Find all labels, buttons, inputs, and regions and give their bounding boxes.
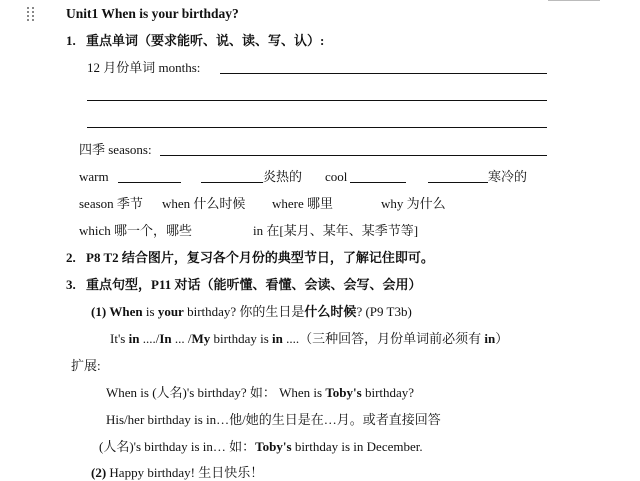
word-why: why 为什么 xyxy=(381,196,446,211)
unit-title: Unit1 When is your birthday? xyxy=(66,6,239,21)
section-2-text: P8 T2 结合图片，复习各个月份的典型节日，了解记住即可。 xyxy=(86,250,434,265)
question-1-number: (1) xyxy=(91,304,107,319)
ans-dots-2: ... / xyxy=(171,331,192,346)
q1-when: When xyxy=(109,304,143,319)
warm-blank xyxy=(118,182,181,183)
word-in: in 在[某月、某年、某季节等] xyxy=(253,223,419,238)
ex1-b: birthday? xyxy=(361,385,415,400)
expand-line-1 xyxy=(106,385,414,401)
ans-birthday: birthday is xyxy=(210,331,273,346)
ans-in-2: In xyxy=(159,331,172,346)
months-blank-3 xyxy=(87,127,547,128)
section-1-title: 重点单词（要求能听、说、读、写、认）: xyxy=(86,33,325,48)
question-1 xyxy=(91,304,412,320)
word-warm: warm xyxy=(79,169,109,184)
section-2-number: 2. xyxy=(66,250,76,265)
months-blank-2 xyxy=(87,100,547,101)
question-2-number: (2) xyxy=(91,465,107,480)
question-2-text: Happy birthday! 生日快乐！ xyxy=(109,465,264,480)
answer-patterns xyxy=(110,331,508,347)
expand-label: 扩展: xyxy=(71,358,101,373)
section-3-text: 重点句型，P11 对话（能听懂、看懂、会读、会写、会用） xyxy=(86,277,422,292)
q1-is: is xyxy=(142,304,158,319)
word-cold: 寒冷的 xyxy=(488,169,528,184)
q1-your: your xyxy=(157,304,184,319)
ans-note: ....（三种回答，月份单词前必须有 xyxy=(282,331,485,346)
section-3-number: 3. xyxy=(66,277,76,292)
ans-in-3: in xyxy=(272,331,283,346)
ans-close: ） xyxy=(495,331,509,346)
q1-birthday: birthday? 你的生日是 xyxy=(183,304,305,319)
question-2 xyxy=(91,465,263,481)
ans-my: My xyxy=(191,331,211,346)
cold-blank xyxy=(428,182,488,183)
months-blank-1 xyxy=(220,73,547,74)
ex3-toby: Toby's xyxy=(255,439,292,454)
ex1-toby: Toby's xyxy=(325,385,362,400)
page-top-border xyxy=(548,0,600,1)
ex3-b: birthday is in December. xyxy=(291,439,423,454)
seasons-label: 四季 seasons: xyxy=(79,142,152,157)
ans-its: It's xyxy=(110,331,129,346)
expand-line-2: His/her birthday is in…他/她的生日是在…月。或者直接回答 xyxy=(106,412,441,427)
ex1-a: When is (人名)'s birthday? 如： When is xyxy=(106,385,326,400)
drag-handle-icon[interactable] xyxy=(27,7,37,21)
ans-dots-1: ..../ xyxy=(139,331,160,346)
months-label: 12 月份单词 months: xyxy=(87,60,201,75)
cool-blank xyxy=(350,182,406,183)
word-where: where 哪里 xyxy=(272,196,334,211)
section-1-number: 1. xyxy=(66,33,76,48)
q1-ref: ? (P9 T3b) xyxy=(356,304,412,319)
word-hot: 炎热的 xyxy=(263,169,303,184)
seasons-blank xyxy=(160,155,547,156)
q1-what-time: 什么时候 xyxy=(304,304,357,319)
ans-in-4: in xyxy=(484,331,496,346)
word-when: when 什么时候 xyxy=(162,196,246,211)
word-which: which 哪一个，哪些 xyxy=(79,223,193,238)
hot-blank xyxy=(201,182,263,183)
ans-in-1: in xyxy=(128,331,140,346)
word-season: season 季节 xyxy=(79,196,143,211)
expand-line-3 xyxy=(99,439,423,455)
word-cool: cool xyxy=(325,169,348,184)
ex3-a: (人名)'s birthday is in… 如： xyxy=(99,439,256,454)
